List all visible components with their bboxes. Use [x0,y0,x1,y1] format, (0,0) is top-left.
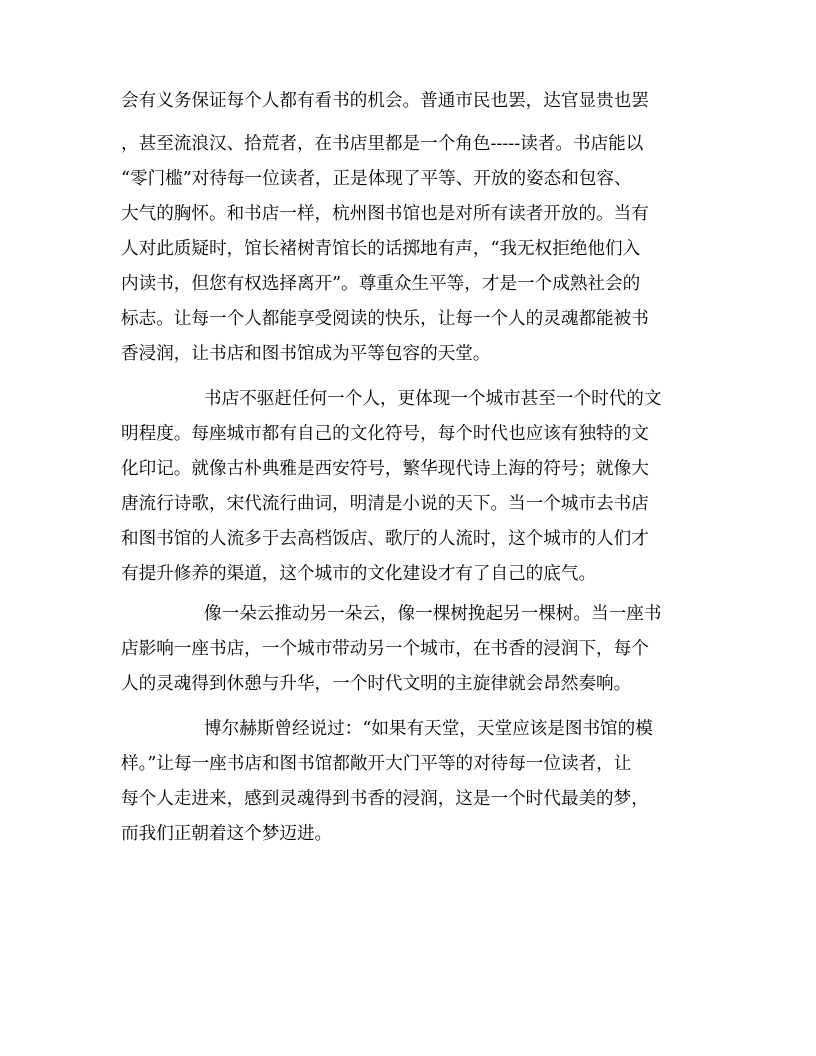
text-line-17: 人的灵魂得到休憩与升华，一个时代文明的主旋律就会昂然奏响。 [121,674,632,694]
text-line-19: 样。”让每一座书店和图书馆都敞开大门平等的对待每一位读者，让 [121,754,632,774]
text-line-11: 化印记。就像古朴典雅是西安符号，繁华现代诗上海的符号；就像大 [121,459,649,479]
text-line-16: 店影响一座书店，一个城市带动另一个城市，在书香的浸润下，每个 [121,639,649,659]
text-line-5: 人对此质疑时，馆长褚树青馆长的话掷地有声，“我无权拒绝他们入 [121,239,641,259]
text-line-14: 有提升修养的渠道，这个城市的文化建设才有了自己的底气。 [121,564,597,584]
text-line-9: 书店不驱赶任何一个人，更体现一个城市甚至一个时代的文 [204,389,662,409]
text-line-10: 明程度。每座城市都有自己的文化符号，每个时代也应该有独特的文 [121,424,649,444]
text-line-6: 内读书，但您有权选择离开”。尊重众生平等，才是一个成熟社会的 [121,274,641,294]
text-line-18: 博尔赫斯曾经说过：“如果有天堂，天堂应该是图书馆的模 [204,719,653,739]
text-line-7: 标志。让每一个人都能享受阅读的快乐，让每一个人的灵魂都能被书 [121,309,649,329]
text-line-21: 而我们正朝着这个梦迈进。 [121,824,333,844]
text-line-12: 唐流行诗歌，宋代流行曲词，明清是小说的天下。当一个城市去书店 [121,494,649,514]
text-line-13: 和图书馆的人流多于去高档饭店、歌厅的人流时，这个城市的人们才 [121,529,649,549]
text-line-15: 像一朵云推动另一朵云，像一棵树挽起另一棵树。当一座书 [204,604,662,624]
text-line-20: 每个人走进来，感到灵魂得到书香的浸润，这是一个时代最美的梦， [121,789,649,809]
text-line-4: 大气的胸怀。和书店一样，杭州图书馆也是对所有读者开放的。当有 [121,204,649,224]
text-line-8: 香浸润，让书店和图书馆成为平等包容的天堂。 [121,344,491,364]
text-line-1: 会有义务保证每个人都有看书的机会。普通市民也罢，达官显贵也罢 [121,91,649,111]
text-line-2: ，甚至流浪汉、拾荒者，在书店里都是一个角色-----读者。书店能以 [121,134,644,154]
text-line-3: “零门槛”对待每一位读者，正是体现了平等、开放的姿态和包容、 [121,169,632,189]
